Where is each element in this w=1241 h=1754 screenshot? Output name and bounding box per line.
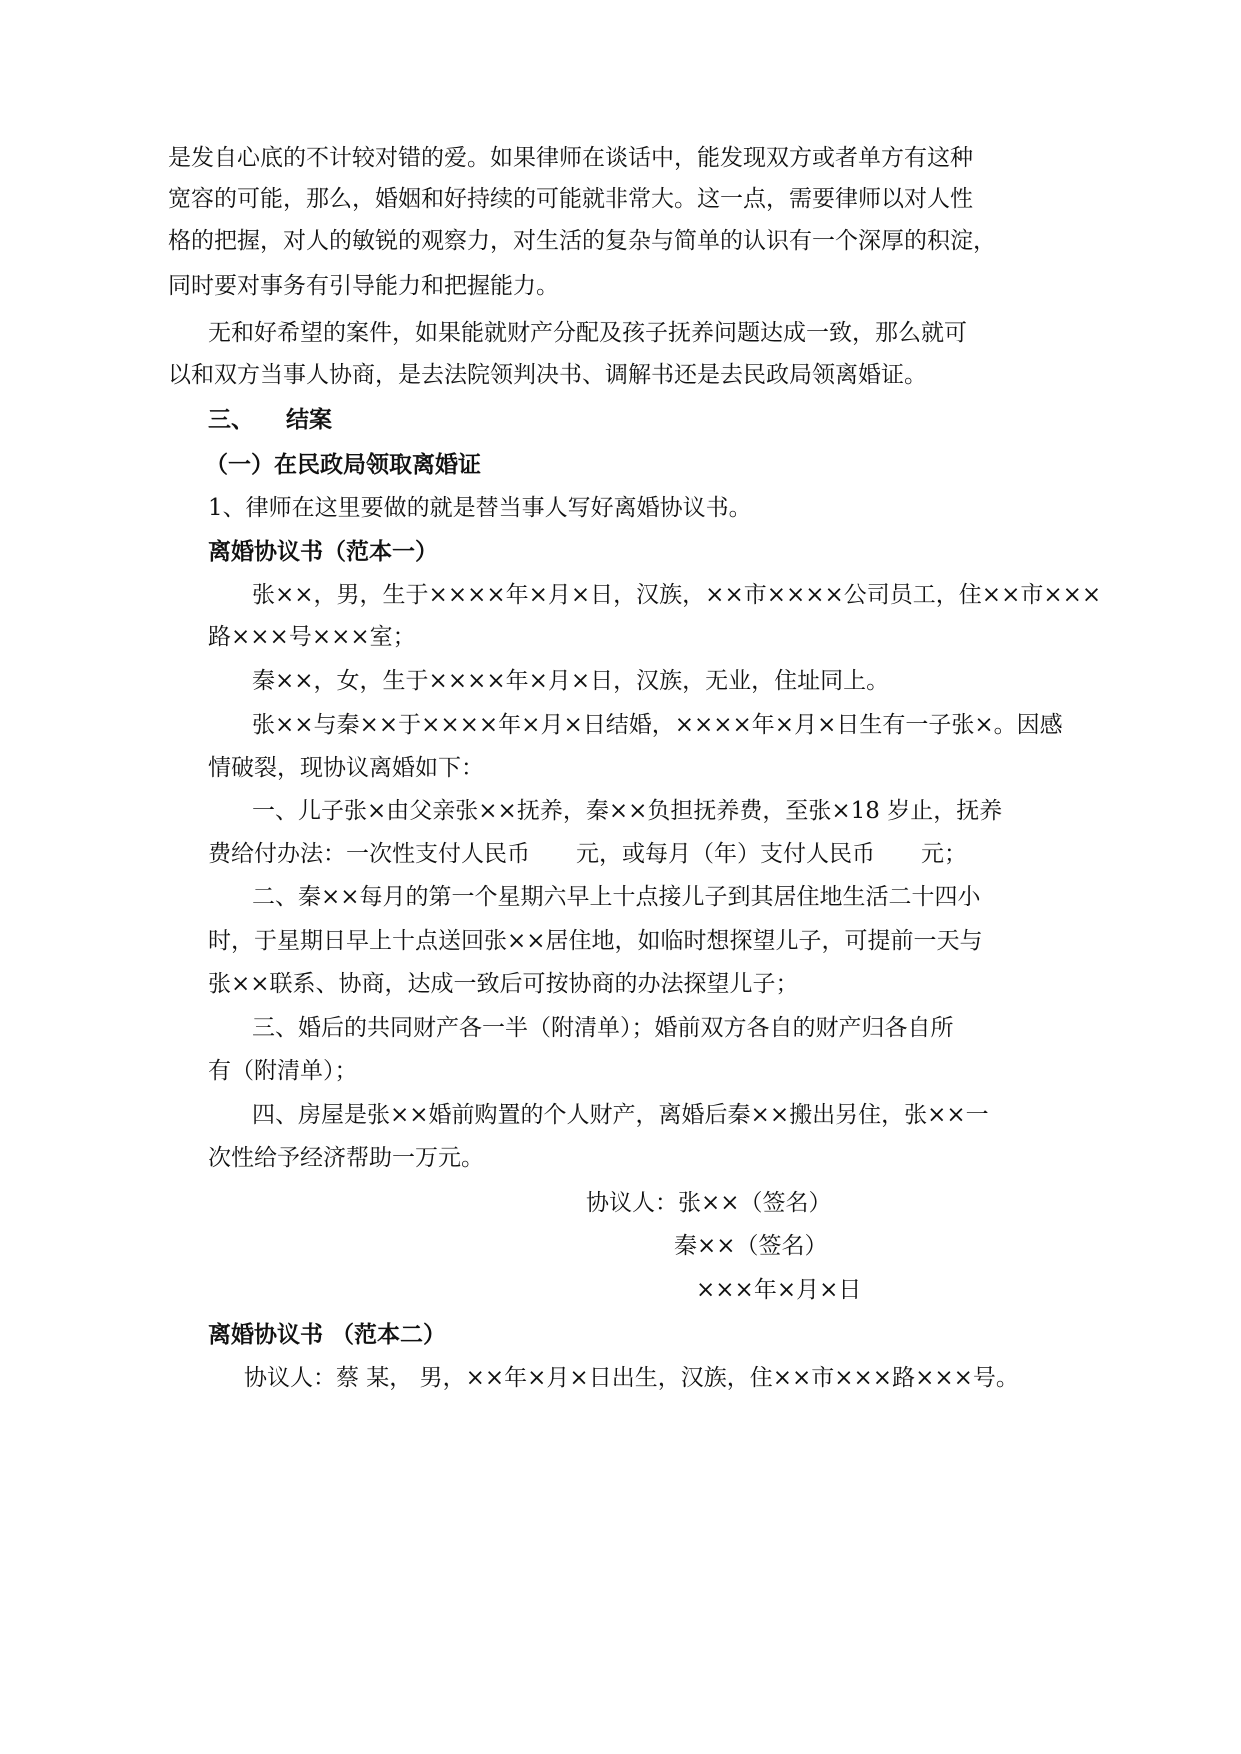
section-three-number: 三、 <box>208 407 254 433</box>
intro-line-2: 宽容的可能，那么，婚姻和好持续的可能就非常大。这一点，需要律师以对人性 <box>168 186 973 212</box>
sample-two-title: 离婚协议书 （范本二） <box>208 1322 447 1348</box>
subsection-heading: （一）在民政局领取离婚证 <box>205 452 481 478</box>
sample-one-line-9: 时，于星期日早上十点送回张××居住地，如临时想探望儿子，可提前一天与 <box>208 928 983 954</box>
section-three-title: 结案 <box>286 407 332 433</box>
sample-one-line-4: 张××与秦××于××××年×月×日结婚，××××年×月×日生有一子张×。因感 <box>252 712 1063 738</box>
sample-one-line-5: 情破裂，现协议离婚如下： <box>208 755 484 781</box>
signature-qin: 秦××（签名） <box>674 1233 828 1259</box>
intro-line-4: 同时要对事务有引导能力和把握能力。 <box>168 273 559 299</box>
sample-one-line-12: 有（附清单）； <box>208 1058 358 1084</box>
sample-one-line-7: 费给付办法：一次性支付人民币 元，或每月（年）支付人民币 元； <box>208 841 967 867</box>
item-one: 1、律师在这里要做的就是替当事人写好离婚协议书。 <box>208 495 752 521</box>
no-hope-line-1: 无和好希望的案件，如果能就财产分配及孩子抚养问题达成一致，那么就可 <box>208 320 967 346</box>
sample-one-line-6: 一、儿子张×由父亲张××抚养，秦××负担抚养费，至张×18 岁止，抚养 <box>252 798 1003 824</box>
intro-line-1: 是发自心底的不计较对错的爱。如果律师在谈话中，能发现双方或者单方有这种 <box>168 145 973 171</box>
signature-date: ×××年×月×日 <box>696 1277 862 1303</box>
sample-one-line-3: 秦××，女，生于××××年×月×日，汉族，无业，住址同上。 <box>252 668 890 694</box>
signature-zhang: 协议人：张××（签名） <box>586 1190 832 1216</box>
sample-one-line-8: 二、秦××每月的第一个星期六早上十点接儿子到其居住地生活二十四小 <box>252 884 981 910</box>
sample-one-line-2: 路×××号×××室； <box>208 624 416 650</box>
sample-one-line-13: 四、房屋是张××婚前购置的个人财产，离婚后秦××搬出另住，张××一 <box>252 1102 989 1128</box>
sample-two-line-1: 协议人：蔡 某， 男，××年×月×日出生，汉族，住××市×××路×××号。 <box>244 1365 1019 1391</box>
intro-line-3: 格的把握，对人的敏锐的观察力，对生活的复杂与简单的认识有一个深厚的积淀， <box>168 228 996 254</box>
sample-one-title: 离婚协议书（范本一） <box>208 539 438 565</box>
no-hope-line-2: 以和双方当事人协商，是去法院领判决书、调解书还是去民政局领离婚证。 <box>168 362 927 388</box>
sample-one-line-14: 次性给予经济帮助一万元。 <box>208 1145 484 1171</box>
sample-one-line-11: 三、婚后的共同财产各一半（附清单）；婚前双方各自的财产归各自所 <box>252 1015 954 1041</box>
sample-one-line-10: 张××联系、协商，达成一致后可按协商的办法探望儿子； <box>208 971 799 997</box>
sample-one-line-1: 张××，男，生于××××年×月×日，汉族，××市××××公司员工，住××市××× <box>252 582 1102 608</box>
